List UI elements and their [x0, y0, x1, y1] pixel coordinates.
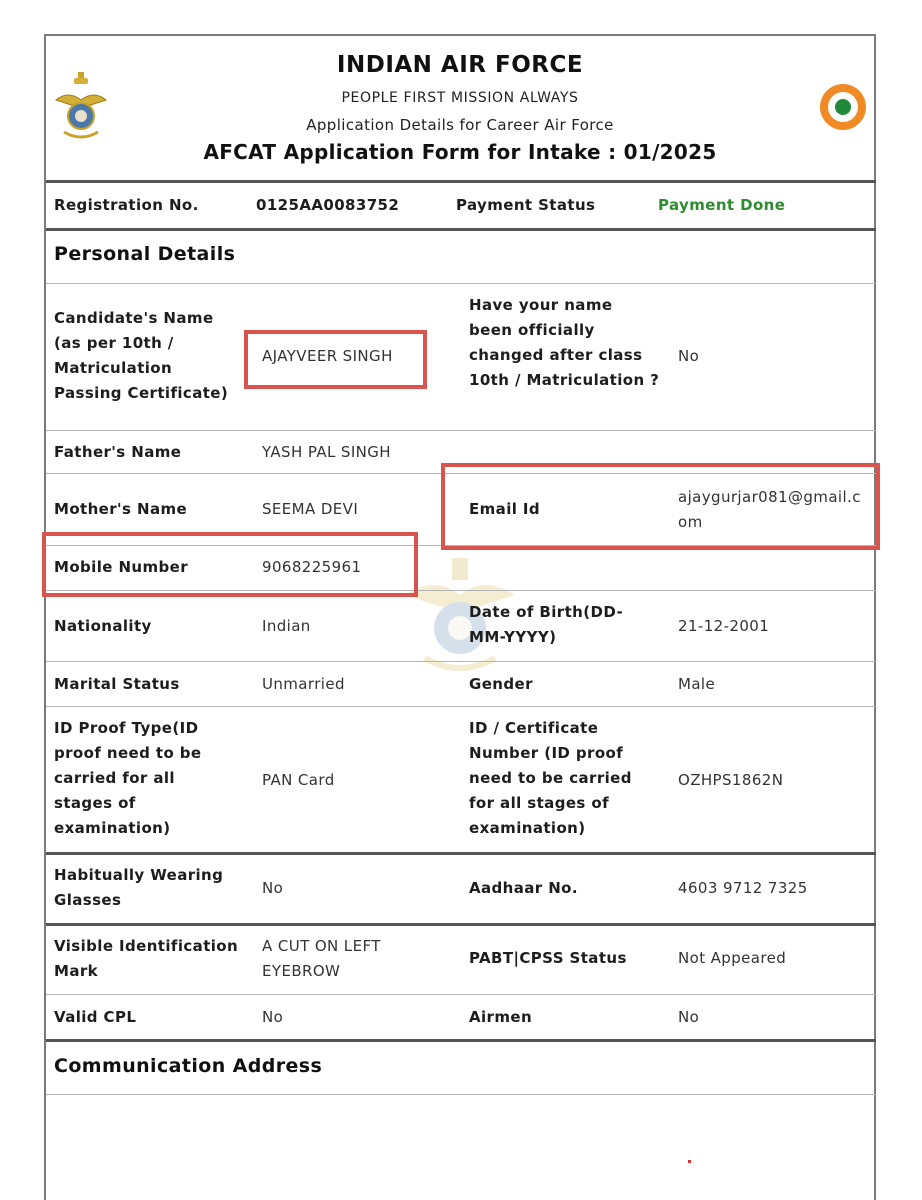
candidate-name-value: AJAYVEER SINGH — [262, 347, 393, 365]
airmen-value: No — [678, 1008, 700, 1026]
mother-name-label: Mother's Name — [54, 500, 188, 518]
name-changed-label: Have your name been officially changed after class 10th / Matriculation ? — [469, 296, 660, 389]
form-header — [46, 36, 874, 180]
father-name-value: YASH PAL SINGH — [262, 443, 391, 461]
stray-mark — [688, 1160, 691, 1163]
highlight-candidate-name — [244, 330, 427, 389]
form-title: AFCAT Application Form for Intake : 01/2025 — [203, 140, 717, 164]
payment-status-value: Payment Done — [658, 196, 786, 214]
id-proof-type-value: PAN Card — [262, 771, 335, 789]
aadhaar-label: Aadhaar No. — [469, 879, 578, 897]
identification-mark-label: Visible Identification Mark — [54, 937, 239, 980]
registration-label: Registration No. — [54, 196, 199, 214]
highlight-mobile-number — [42, 532, 418, 597]
aadhaar-value: 4603 9712 7325 — [678, 879, 808, 897]
header-subtitle: Application Details for Career Air Force — [306, 116, 614, 134]
nationality-label: Nationality — [54, 617, 152, 635]
glasses-label: Habitually Wearing Glasses — [54, 866, 224, 909]
page-title: INDIAN AIR FORCE — [336, 52, 584, 78]
dob-value: 21-12-2001 — [678, 617, 770, 635]
gender-label: Gender — [469, 675, 533, 693]
father-name-label: Father's Name — [54, 443, 182, 461]
highlight-email — [441, 463, 880, 550]
name-changed-value: No — [678, 347, 700, 365]
valid-cpl-value: No — [262, 1008, 284, 1026]
mobile-number-value: 9068225961 — [262, 558, 362, 576]
marital-status-label: Marital Status — [54, 675, 180, 693]
identification-mark-value: A CUT ON LEFT EYEBROW — [262, 937, 381, 980]
id-proof-type-label: ID Proof Type(ID proof need to be carried for all stages of examination) — [54, 719, 202, 837]
gender-value: Male — [678, 675, 716, 693]
airmen-label: Airmen — [469, 1008, 533, 1026]
pabt-cpss-value: Not Appeared — [678, 949, 787, 967]
payment-status-label: Payment Status — [456, 196, 596, 214]
marital-status-value: Unmarried — [262, 675, 345, 693]
dob-label: Date of Birth(DD-MM-YYYY) — [469, 603, 624, 646]
section-communication-address: Communication Address — [54, 1055, 323, 1077]
mother-name-value: SEEMA DEVI — [262, 500, 359, 518]
nationality-value: Indian — [262, 617, 311, 635]
id-number-value: OZHPS1862N — [678, 771, 784, 789]
motto: PEOPLE FIRST MISSION ALWAYS — [341, 90, 579, 106]
section-personal-details: Personal Details — [54, 243, 236, 265]
iaf-roundel-icon — [818, 82, 868, 132]
candidate-name-label: Candidate's Name (as per 10th / Matriculation Passing Certificate) — [54, 309, 229, 402]
email-label: Email Id — [469, 500, 541, 518]
valid-cpl-label: Valid CPL — [54, 1008, 137, 1026]
registration-value: 0125AA0083752 — [256, 196, 400, 214]
mobile-number-label: Mobile Number — [54, 558, 189, 576]
pabt-cpss-label: PABT|CPSS Status — [469, 949, 627, 967]
id-number-label: ID / Certificate Number (ID proof need to be carried for all stages of examination) — [469, 719, 632, 837]
glasses-value: No — [262, 879, 284, 897]
email-value: ajaygurjar081@gmail.com — [678, 488, 861, 531]
